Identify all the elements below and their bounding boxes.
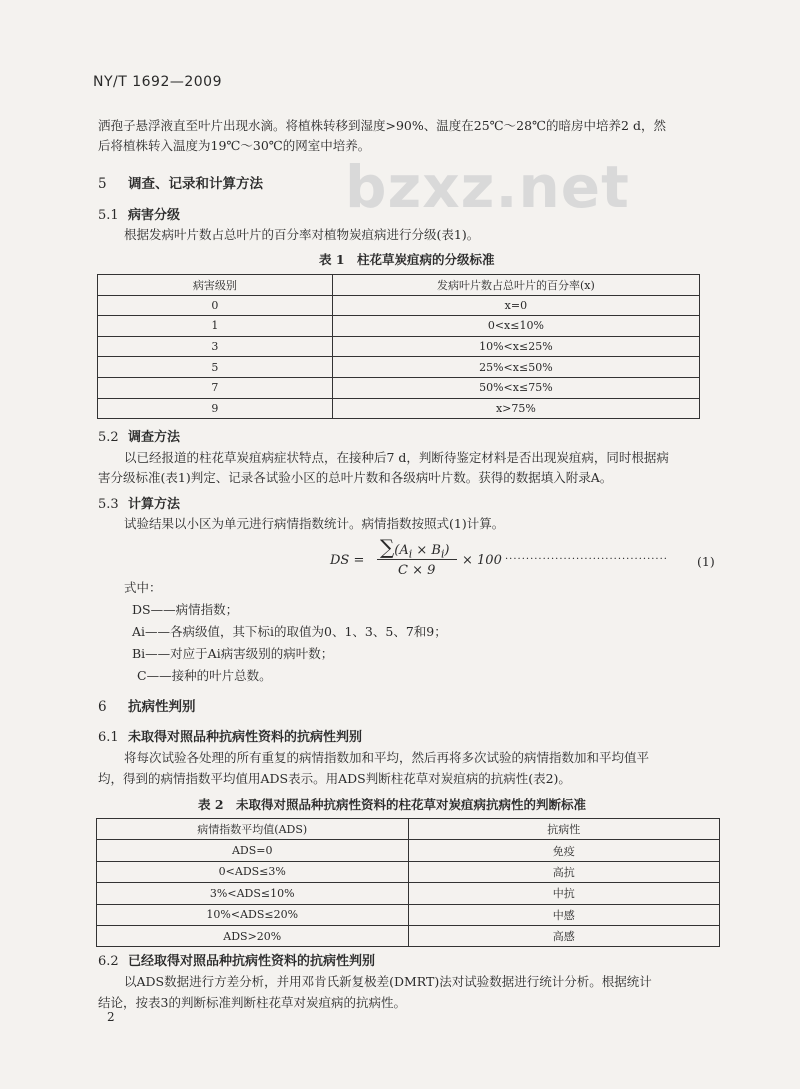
section-number: 5.3 xyxy=(98,497,119,512)
section-title: 抗病性判别 xyxy=(128,699,196,715)
where-item-ai: Ai——各病级值，其下标i的取值为0、1、3、5、7和9； xyxy=(132,624,447,639)
where-item-bi: Bi——对应于Ai病害级别的病叶数； xyxy=(132,646,334,661)
table-cell: 3%<ADS≤10% xyxy=(97,883,409,904)
table-cell: 25%<x≤50% xyxy=(332,357,699,378)
section-6-1-heading xyxy=(98,726,362,745)
column-header: 发病叶片数占总叶片的百分率(x) xyxy=(332,275,699,296)
formula-lhs: DS = xyxy=(330,553,365,568)
table-row xyxy=(97,883,720,904)
table-row xyxy=(98,398,700,419)
table-1-caption: 表 1 柱花草炭疽病的分级标准 xyxy=(319,252,495,267)
table-cell: 0<x≤10% xyxy=(332,316,699,337)
section-title: 已经取得对照品种抗病性资料的抗病性判别 xyxy=(128,954,376,969)
section-5-2-heading xyxy=(98,426,180,445)
where-item-ds: DS——病情指数； xyxy=(132,602,239,617)
where-item-c: C——接种的叶片总数。 xyxy=(137,668,272,683)
table-row xyxy=(97,925,720,946)
section-5-2-line-1: 以已经报道的柱花草炭疽病症状特点，在接种后7 d，判断待鉴定材料是否出现炭疽病，同时根据病 xyxy=(124,450,669,465)
formula-numerator xyxy=(380,535,449,561)
table-cell: 中感 xyxy=(408,904,720,925)
table-cell: 高感 xyxy=(408,925,720,946)
table-cell: ADS=0 xyxy=(97,840,409,861)
table-cell: x=0 xyxy=(332,295,699,316)
table-cell: 5 xyxy=(98,357,333,378)
section-title: 计算方法 xyxy=(128,497,181,512)
table-cell: 0<ADS≤3% xyxy=(97,861,409,882)
table-row xyxy=(98,336,700,357)
watermark: bzxz.net xyxy=(345,153,630,221)
table-2-caption: 表 2 未取得对照品种抗病性资料的柱花草对炭疽病抗病性的判断标准 xyxy=(198,797,587,812)
numerator-a: (A xyxy=(394,543,409,558)
intro-line-1: 洒孢子悬浮液直至叶片出现水滴。将植株转移到湿度>90%、温度在25℃～28℃的暗房中培养2 d，然 xyxy=(98,118,666,133)
table-cell: 1 xyxy=(98,316,333,337)
section-6-2-line-2: 结论，按表3的判断标准判断柱花草对炭疽病的抗病性。 xyxy=(98,995,406,1010)
table-row xyxy=(97,904,720,925)
section-6-2-heading xyxy=(98,950,375,969)
table-cell: 50%<x≤75% xyxy=(332,377,699,398)
section-title: 未取得对照品种抗病性资料的抗病性判别 xyxy=(128,730,363,745)
section-5-3-text: 试验结果以小区为单元进行病情指数统计。病情指数按照式(1)计算。 xyxy=(124,516,505,531)
section-5-1-text: 根据发病叶片数占总叶片的百分率对植物炭疽病进行分级(表1)。 xyxy=(124,227,480,242)
numerator-b: × B xyxy=(412,543,441,558)
section-number: 6 xyxy=(98,699,107,715)
table-cell: 9 xyxy=(98,398,333,419)
page-number: 2 xyxy=(107,1010,115,1024)
section-number: 5 xyxy=(98,176,107,192)
table-cell: 高抗 xyxy=(408,861,720,882)
section-5-1-heading xyxy=(98,204,180,223)
table-1 xyxy=(97,274,700,419)
section-6-1-line-1: 将每次试验各处理的所有重复的病情指数加和平均，然后再将多次试验的病情指数加和平均值平 xyxy=(124,750,650,765)
table-header-row xyxy=(98,275,700,296)
table-cell: 3 xyxy=(98,336,333,357)
subscript-i: i xyxy=(408,547,413,561)
section-6-1-line-2: 均，得到的病情指数平均值用ADS表示。用ADS判断柱花草对炭疽病的抗病性(表2)。 xyxy=(98,771,571,786)
sum-symbol: ∑ xyxy=(380,535,395,559)
table-cell: 0 xyxy=(98,295,333,316)
table-row xyxy=(98,357,700,378)
table-cell: x>75% xyxy=(332,398,699,419)
section-number: 6.1 xyxy=(98,730,119,745)
table-header-row xyxy=(97,819,720,840)
section-5-heading xyxy=(98,172,263,192)
table-row xyxy=(98,316,700,337)
formula-denominator: C × 9 xyxy=(398,563,436,578)
section-number: 5.2 xyxy=(98,430,119,445)
table-cell: 10%<ADS≤20% xyxy=(97,904,409,925)
table-cell: 10%<x≤25% xyxy=(332,336,699,357)
where-label: 式中： xyxy=(124,580,162,595)
table-row xyxy=(98,377,700,398)
formula-number: (1) xyxy=(697,554,715,569)
formula-leader-dots: ······································· xyxy=(505,554,668,565)
section-number: 6.2 xyxy=(98,954,119,969)
section-6-heading xyxy=(98,695,196,715)
table-row xyxy=(97,840,720,861)
table-row xyxy=(97,861,720,882)
table-row xyxy=(98,295,700,316)
section-title: 调查方法 xyxy=(128,430,181,445)
section-5-3-heading xyxy=(98,493,180,512)
section-5-2-line-2: 害分级标准(表1)判定、记录各试验小区的总叶片数和各级病叶片数。获得的数据填入附录A。 xyxy=(98,470,613,485)
section-title: 调查、记录和计算方法 xyxy=(128,176,263,192)
standard-number: NY/T 1692—2009 xyxy=(93,74,223,90)
subscript-i: i xyxy=(440,547,445,561)
intro-line-2: 后将植株转入温度为19℃～30℃的网室中培养。 xyxy=(98,138,371,153)
column-header: 抗病性 xyxy=(408,819,720,840)
formula-multiplier: × 100 xyxy=(462,553,502,568)
section-title: 病害分级 xyxy=(128,208,181,223)
table-cell: 7 xyxy=(98,377,333,398)
fraction-bar xyxy=(377,559,457,560)
table-cell: ADS>20% xyxy=(97,925,409,946)
column-header: 病害级别 xyxy=(98,275,333,296)
section-number: 5.1 xyxy=(98,208,119,223)
table-cell: 中抗 xyxy=(408,883,720,904)
table-2 xyxy=(96,818,720,947)
section-6-2-line-1: 以ADS数据进行方差分析，并用邓肯氏新复极差(DMRT)法对试验数据进行统计分析。根据统计 xyxy=(124,974,652,989)
table-cell: 免疫 xyxy=(408,840,720,861)
numerator-close: ) xyxy=(444,543,450,558)
column-header: 病情指数平均值(ADS) xyxy=(97,819,409,840)
